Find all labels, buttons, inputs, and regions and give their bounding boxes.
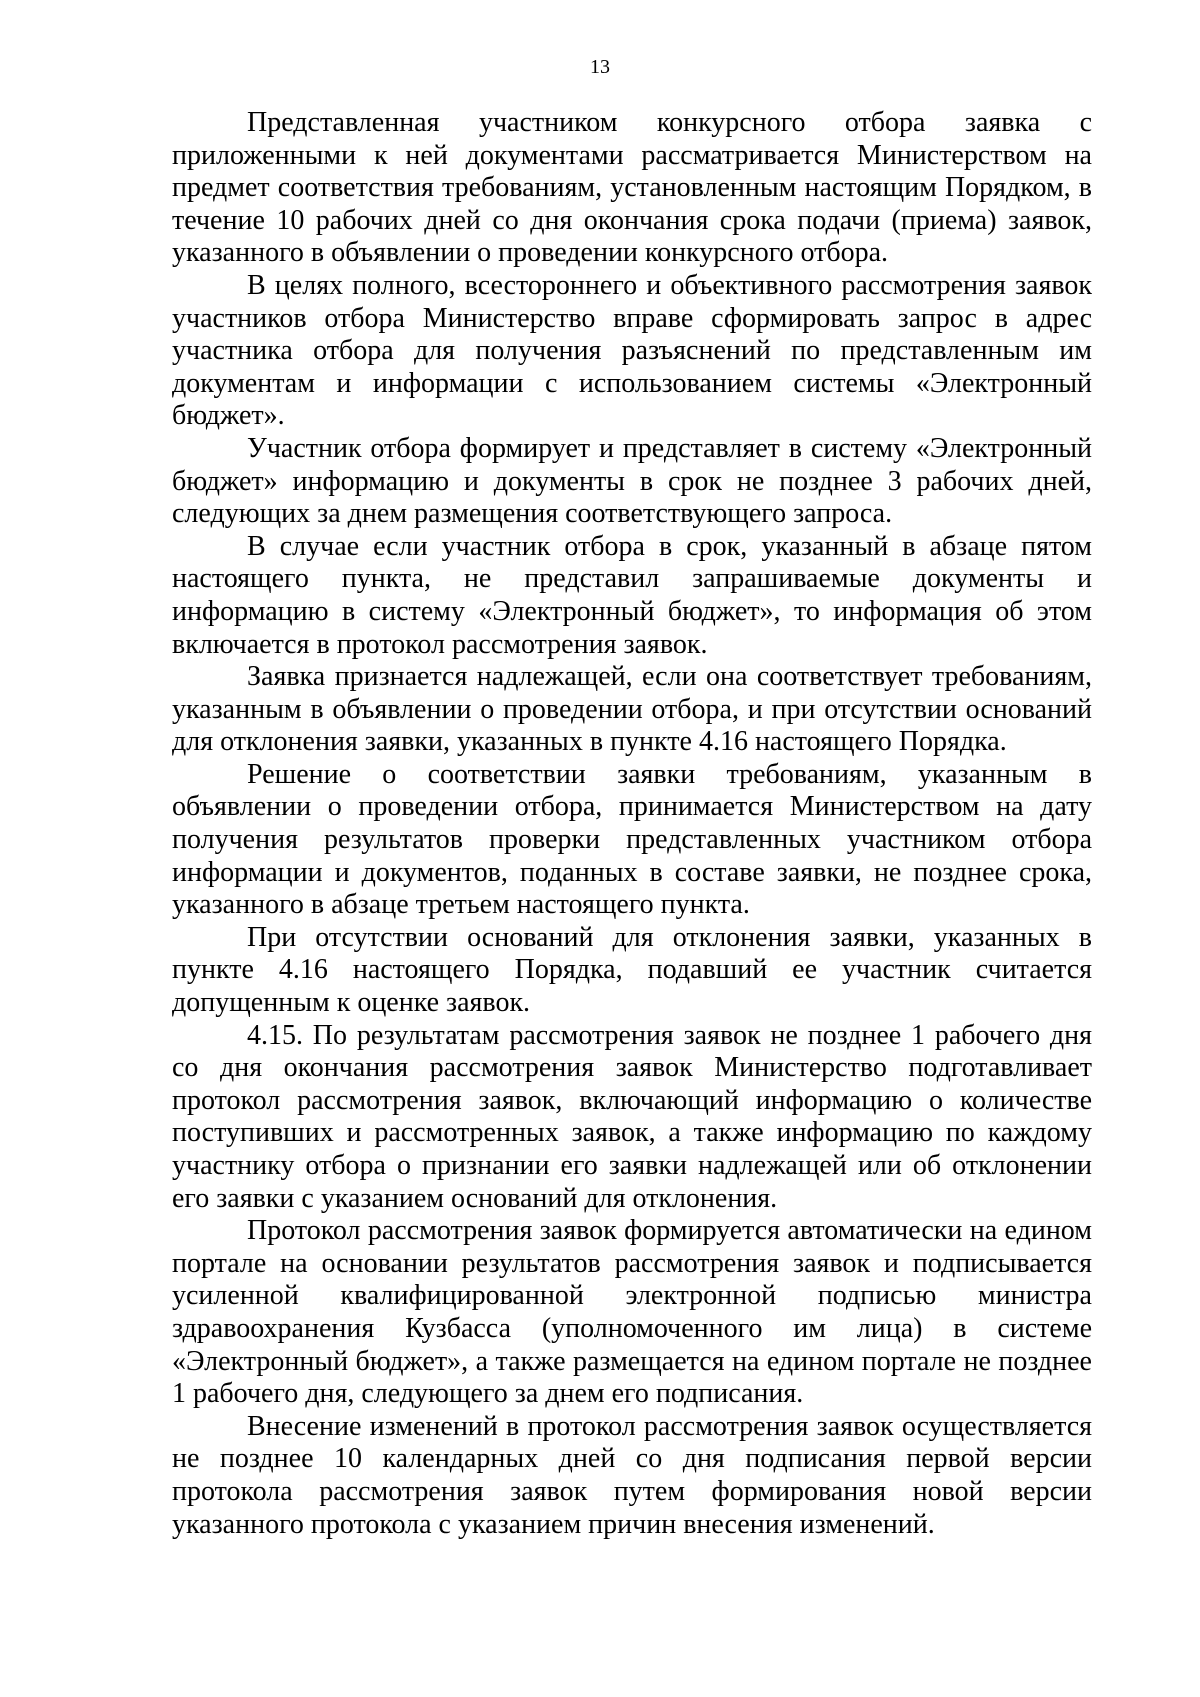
paragraph-protocol-signing: Протокол рассмотрения заявок формируется автоматически на едином портале на основании результатов рассмотрения заявок и подписывается усиленной квалифицированной электронной подписью министра здравоохранения Кузбасса (уполномоченного им лица) в системе «Электронный бюджет», а также размещается на едином портале не позднее 1 рабочего дня, следующего за днем его подписания. (172, 1215, 1092, 1410)
paragraph-participant-response: Участник отбора формирует и представляет в систему «Электронный бюджет» информацию и документы в срок не позднее 3 рабочих дней, следующих за днем размещения соответствующего запроса. (172, 432, 1092, 530)
paragraph-proper-application: Заявка признается надлежащей, если она соответствует требованиям, указанным в объявлении о проведении отбора, и при отсутствии оснований для отклонения заявки, указанных в пункте 4.16 настоящего Порядка. (172, 661, 1092, 758)
document-body (172, 107, 1092, 1541)
paragraph-review-period: Представленная участником конкурсного отбора заявка с приложенными к ней документами рассматривается Министерством на предмет соответствия требованиям, установленным настоящим Порядком, в течение 10 рабочих дней со дня окончания срока подачи (приема) заявок, указанного в объявлении о проведении конкурсного отбора. (172, 107, 1092, 269)
paragraph-missing-documents: В случае если участник отбора в срок, указанный в абзаце пятом настоящего пункта, не представил запрашиваемые документы и информацию в систему «Электронный бюджет», то информация об этом включается в протокол рассмотрения заявок. (172, 530, 1092, 660)
page-number: 13 (590, 56, 610, 78)
paragraph-protocol-amendments: Внесение изменений в протокол рассмотрения заявок осуществляется не позднее 10 календарных дней со дня подписания первой версии протокола рассмотрения заявок путем формирования новой версии указанного протокола с указанием причин внесения изменений. (172, 1410, 1092, 1540)
paragraph-compliance-decision: Решение о соответствии заявки требованиям, указанным в объявлении о проведении отбора, принимается Министерством на дату получения результатов проверки представленных участником отбора информации и документов, поданных в составе заявки, не позднее срока, указанного в абзаце третьем настоящего пункта. (172, 758, 1092, 921)
paragraph-admission: При отсутствии оснований для отклонения заявки, указанных в пункте 4.16 настоящего Порядка, подавший ее участник считается допущенным к оценке заявок. (172, 921, 1092, 1019)
paragraph-clarification-request: В целях полного, всестороннего и объективного рассмотрения заявок участников отбора Министерство вправе сформировать запрос в адрес участника отбора для получения разъяснений по представленным им документам и информации с использованием системы «Электронный бюджет». (172, 269, 1092, 432)
paragraph-4-15-protocol: 4.15. По результатам рассмотрения заявок не позднее 1 рабочего дня со дня окончания рассмотрения заявок Министерство подготавливает протокол рассмотрения заявок, включающий информацию о количестве поступивших и рассмотренных заявок, а также информацию по каждому участнику отбора о признании его заявки надлежащей или об отклонении его заявки с указанием оснований для отклонения. (172, 1019, 1092, 1214)
